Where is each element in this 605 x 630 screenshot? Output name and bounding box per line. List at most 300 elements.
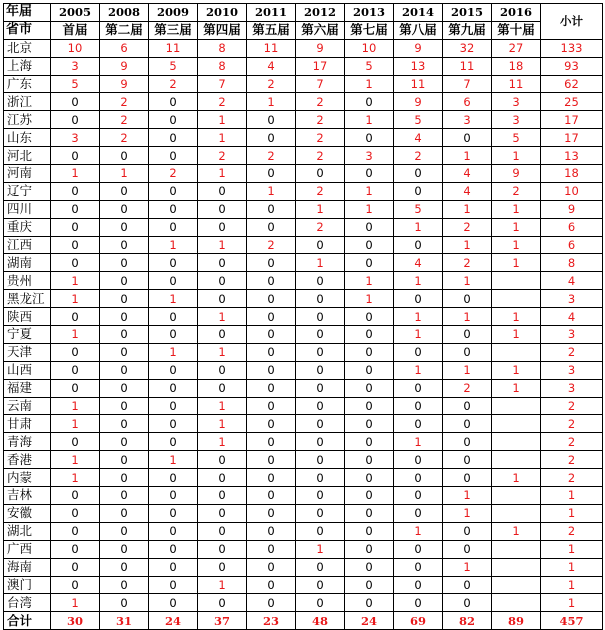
- count-cell: 1: [492, 326, 541, 344]
- province-name: 澳门: [4, 576, 51, 594]
- count-cell: 0: [149, 254, 198, 272]
- count-cell: 0: [247, 594, 296, 612]
- count-cell: 2: [296, 147, 345, 165]
- count-cell: 0: [51, 236, 100, 254]
- count-cell: 11: [247, 39, 296, 57]
- count-cell: 1: [443, 308, 492, 326]
- count-cell: [492, 433, 541, 451]
- count-cell: 11: [492, 75, 541, 93]
- total-cell: 30: [51, 612, 100, 630]
- count-cell: 1: [443, 558, 492, 576]
- count-cell: 0: [51, 522, 100, 540]
- count-cell: 1: [149, 236, 198, 254]
- table-row: [4, 451, 603, 469]
- subtotal-cell: 2: [541, 451, 603, 469]
- table-row: [4, 343, 603, 361]
- year-header: 2008: [100, 4, 149, 22]
- count-cell: 0: [296, 272, 345, 290]
- table-row: [4, 522, 603, 540]
- count-cell: 3: [51, 129, 100, 147]
- table-row: [4, 290, 603, 308]
- count-cell: 0: [198, 254, 247, 272]
- count-cell: 0: [100, 147, 149, 165]
- count-cell: 1: [51, 451, 100, 469]
- subtotal-cell: 62: [541, 75, 603, 93]
- totals-label: 合计: [4, 612, 51, 630]
- count-cell: 0: [296, 433, 345, 451]
- corner-label-top: 年届: [4, 4, 51, 22]
- subtotal-cell: 2: [541, 469, 603, 487]
- count-cell: 0: [296, 451, 345, 469]
- count-cell: 0: [149, 594, 198, 612]
- count-cell: 0: [247, 326, 296, 344]
- count-cell: 0: [51, 254, 100, 272]
- count-cell: 2: [296, 182, 345, 200]
- count-cell: 0: [198, 522, 247, 540]
- count-cell: 0: [345, 326, 394, 344]
- subtotal-cell: 1: [541, 594, 603, 612]
- table-row: [4, 254, 603, 272]
- year-header: 2009: [149, 4, 198, 22]
- count-cell: 0: [247, 558, 296, 576]
- table-row: [4, 361, 603, 379]
- subtotal-cell: 17: [541, 129, 603, 147]
- count-cell: 0: [247, 111, 296, 129]
- subtotal-cell: 17: [541, 111, 603, 129]
- table-row: [4, 75, 603, 93]
- count-cell: 0: [247, 379, 296, 397]
- count-cell: 0: [51, 147, 100, 165]
- count-cell: 1: [198, 308, 247, 326]
- count-cell: 0: [100, 594, 149, 612]
- count-cell: 0: [149, 504, 198, 522]
- total-cell: 37: [198, 612, 247, 630]
- table-row: [4, 147, 603, 165]
- count-cell: 0: [394, 379, 443, 397]
- count-cell: 0: [345, 236, 394, 254]
- count-cell: 1: [443, 200, 492, 218]
- count-cell: 1: [443, 504, 492, 522]
- count-cell: 10: [345, 39, 394, 57]
- count-cell: 0: [149, 272, 198, 290]
- count-cell: 0: [296, 576, 345, 594]
- count-cell: 1: [443, 147, 492, 165]
- count-cell: 0: [198, 290, 247, 308]
- count-cell: 2: [198, 147, 247, 165]
- count-cell: 1: [51, 415, 100, 433]
- count-cell: 0: [198, 272, 247, 290]
- count-cell: 0: [100, 182, 149, 200]
- province-name: 山东: [4, 129, 51, 147]
- count-cell: [492, 451, 541, 469]
- count-cell: 0: [247, 540, 296, 558]
- count-cell: 0: [100, 522, 149, 540]
- count-cell: 0: [345, 129, 394, 147]
- count-cell: 0: [247, 254, 296, 272]
- count-cell: 2: [247, 147, 296, 165]
- count-cell: 13: [394, 57, 443, 75]
- table-row: [4, 272, 603, 290]
- province-name: 安徽: [4, 504, 51, 522]
- subtotal-cell: 1: [541, 576, 603, 594]
- province-name: 四川: [4, 200, 51, 218]
- count-cell: 1: [51, 290, 100, 308]
- count-cell: 0: [51, 93, 100, 111]
- count-cell: 1: [345, 200, 394, 218]
- count-cell: 2: [443, 379, 492, 397]
- subtotal-cell: 4: [541, 272, 603, 290]
- count-cell: 0: [198, 218, 247, 236]
- count-cell: 1: [247, 182, 296, 200]
- province-name: 黑龙江: [4, 290, 51, 308]
- count-cell: 0: [247, 504, 296, 522]
- count-cell: 0: [345, 433, 394, 451]
- count-cell: 0: [394, 290, 443, 308]
- subtotal-cell: 1: [541, 558, 603, 576]
- count-cell: 11: [394, 75, 443, 93]
- count-cell: 0: [149, 558, 198, 576]
- count-cell: 0: [100, 451, 149, 469]
- table-row: [4, 558, 603, 576]
- table-row: [4, 576, 603, 594]
- table-row: [4, 469, 603, 487]
- count-cell: 0: [443, 433, 492, 451]
- count-cell: 0: [247, 218, 296, 236]
- count-cell: 1: [443, 272, 492, 290]
- province-name: 陕西: [4, 308, 51, 326]
- count-cell: 0: [443, 451, 492, 469]
- province-name: 广西: [4, 540, 51, 558]
- count-cell: 0: [394, 415, 443, 433]
- province-name: 福建: [4, 379, 51, 397]
- count-cell: 0: [51, 433, 100, 451]
- count-cell: 0: [100, 290, 149, 308]
- count-cell: 9: [394, 93, 443, 111]
- count-cell: 1: [394, 326, 443, 344]
- count-cell: 1: [492, 200, 541, 218]
- subtotal-cell: 1: [541, 487, 603, 505]
- session-header: 第八届: [394, 21, 443, 39]
- count-cell: 5: [51, 75, 100, 93]
- count-cell: 0: [247, 397, 296, 415]
- count-cell: 0: [51, 111, 100, 129]
- count-cell: 0: [345, 361, 394, 379]
- province-name: 甘肃: [4, 415, 51, 433]
- count-cell: 0: [345, 594, 394, 612]
- count-cell: 0: [247, 165, 296, 183]
- count-cell: 4: [394, 254, 443, 272]
- count-cell: 5: [345, 57, 394, 75]
- table-row: [4, 326, 603, 344]
- session-header: 第六届: [296, 21, 345, 39]
- count-cell: 6: [100, 39, 149, 57]
- count-cell: 0: [345, 218, 394, 236]
- count-cell: 0: [149, 469, 198, 487]
- count-cell: 0: [149, 361, 198, 379]
- count-cell: 2: [149, 75, 198, 93]
- count-cell: 0: [345, 397, 394, 415]
- count-cell: 0: [296, 558, 345, 576]
- count-cell: 9: [296, 39, 345, 57]
- count-cell: 0: [100, 254, 149, 272]
- count-cell: 1: [394, 272, 443, 290]
- count-cell: 0: [51, 558, 100, 576]
- count-cell: 1: [394, 433, 443, 451]
- count-cell: 0: [149, 576, 198, 594]
- subtotal-cell: 3: [541, 290, 603, 308]
- session-header: 第四届: [198, 21, 247, 39]
- count-cell: 1: [198, 397, 247, 415]
- table-row: [4, 540, 603, 558]
- count-cell: 0: [149, 129, 198, 147]
- total-cell: 24: [149, 612, 198, 630]
- province-name: 湖北: [4, 522, 51, 540]
- count-cell: 1: [492, 254, 541, 272]
- count-cell: 0: [296, 308, 345, 326]
- count-cell: 0: [345, 487, 394, 505]
- statistics-table: [3, 3, 603, 630]
- year-header: 2011: [247, 4, 296, 22]
- count-cell: 0: [198, 594, 247, 612]
- province-name: 宁夏: [4, 326, 51, 344]
- total-cell: 23: [247, 612, 296, 630]
- count-cell: 1: [345, 111, 394, 129]
- count-cell: 0: [51, 504, 100, 522]
- count-cell: [492, 487, 541, 505]
- count-cell: 0: [149, 147, 198, 165]
- count-cell: 0: [394, 487, 443, 505]
- subtotal-cell: 8: [541, 254, 603, 272]
- province-name: 内蒙: [4, 469, 51, 487]
- count-cell: 0: [247, 522, 296, 540]
- count-cell: 0: [198, 451, 247, 469]
- count-cell: 0: [149, 111, 198, 129]
- count-cell: 0: [443, 343, 492, 361]
- count-cell: 0: [100, 343, 149, 361]
- count-cell: 0: [51, 182, 100, 200]
- table-row: [4, 93, 603, 111]
- count-cell: 0: [100, 326, 149, 344]
- count-cell: 0: [296, 594, 345, 612]
- count-cell: 0: [149, 487, 198, 505]
- count-cell: 0: [345, 451, 394, 469]
- count-cell: 0: [149, 308, 198, 326]
- count-cell: 1: [198, 576, 247, 594]
- count-cell: 1: [149, 451, 198, 469]
- session-header: 第二届: [100, 21, 149, 39]
- year-header: 2014: [394, 4, 443, 22]
- province-name: 山西: [4, 361, 51, 379]
- count-cell: 1: [149, 343, 198, 361]
- count-cell: 0: [345, 522, 394, 540]
- count-cell: [492, 272, 541, 290]
- count-cell: 0: [100, 487, 149, 505]
- table-row: [4, 182, 603, 200]
- province-name: 上海: [4, 57, 51, 75]
- count-cell: 0: [51, 576, 100, 594]
- count-cell: 1: [198, 111, 247, 129]
- subtotal-cell: 9: [541, 200, 603, 218]
- count-cell: 1: [492, 308, 541, 326]
- count-cell: 27: [492, 39, 541, 57]
- count-cell: 2: [296, 218, 345, 236]
- count-cell: 2: [443, 254, 492, 272]
- count-cell: 0: [345, 93, 394, 111]
- count-cell: 0: [198, 504, 247, 522]
- table-row: [4, 39, 603, 57]
- count-cell: 0: [247, 415, 296, 433]
- grand-total-cell: 457: [541, 612, 603, 630]
- session-header: 第十届: [492, 21, 541, 39]
- count-cell: [492, 594, 541, 612]
- count-cell: 0: [345, 308, 394, 326]
- count-cell: 0: [51, 379, 100, 397]
- count-cell: 1: [198, 165, 247, 183]
- count-cell: 0: [296, 415, 345, 433]
- count-cell: 0: [100, 433, 149, 451]
- count-cell: 0: [100, 469, 149, 487]
- count-cell: 0: [394, 451, 443, 469]
- count-cell: 2: [296, 111, 345, 129]
- count-cell: 0: [149, 540, 198, 558]
- subtotal-cell: 6: [541, 218, 603, 236]
- count-cell: 0: [345, 379, 394, 397]
- count-cell: 1: [296, 540, 345, 558]
- count-cell: 5: [394, 200, 443, 218]
- count-cell: 0: [345, 469, 394, 487]
- count-cell: 0: [51, 487, 100, 505]
- table-row: [4, 218, 603, 236]
- count-cell: 0: [296, 343, 345, 361]
- count-cell: 0: [247, 361, 296, 379]
- count-cell: 0: [394, 576, 443, 594]
- count-cell: 0: [296, 469, 345, 487]
- count-cell: 0: [100, 218, 149, 236]
- count-cell: 0: [149, 433, 198, 451]
- table-body: [4, 4, 603, 630]
- province-name: 云南: [4, 397, 51, 415]
- header-row-sessions: [4, 21, 603, 39]
- year-header: 2010: [198, 4, 247, 22]
- count-cell: 0: [345, 165, 394, 183]
- count-cell: 6: [443, 93, 492, 111]
- total-cell: 82: [443, 612, 492, 630]
- count-cell: 1: [443, 361, 492, 379]
- province-name: 江苏: [4, 111, 51, 129]
- count-cell: 0: [443, 397, 492, 415]
- count-cell: 4: [394, 129, 443, 147]
- count-cell: 18: [492, 57, 541, 75]
- count-cell: 0: [443, 415, 492, 433]
- count-cell: 3: [51, 57, 100, 75]
- count-cell: 3: [492, 111, 541, 129]
- count-cell: 0: [51, 308, 100, 326]
- count-cell: 1: [51, 594, 100, 612]
- count-cell: 0: [296, 236, 345, 254]
- count-cell: 1: [198, 129, 247, 147]
- province-name: 江西: [4, 236, 51, 254]
- count-cell: 0: [296, 290, 345, 308]
- count-cell: 0: [247, 200, 296, 218]
- count-cell: 0: [51, 200, 100, 218]
- count-cell: 2: [296, 129, 345, 147]
- count-cell: 8: [198, 39, 247, 57]
- totals-row: [4, 612, 603, 630]
- count-cell: 0: [296, 522, 345, 540]
- count-cell: 1: [247, 93, 296, 111]
- count-cell: 0: [100, 379, 149, 397]
- count-cell: 11: [149, 39, 198, 57]
- province-name: 青海: [4, 433, 51, 451]
- count-cell: 0: [345, 558, 394, 576]
- count-cell: 8: [198, 57, 247, 75]
- count-cell: 0: [198, 361, 247, 379]
- count-cell: 2: [247, 236, 296, 254]
- count-cell: 1: [492, 147, 541, 165]
- count-cell: 0: [394, 558, 443, 576]
- count-cell: 7: [296, 75, 345, 93]
- count-cell: 9: [394, 39, 443, 57]
- count-cell: 0: [345, 576, 394, 594]
- subtotal-cell: 6: [541, 236, 603, 254]
- count-cell: 1: [296, 200, 345, 218]
- table-row: [4, 433, 603, 451]
- count-cell: 0: [443, 129, 492, 147]
- subtotal-cell: 10: [541, 182, 603, 200]
- count-cell: 2: [100, 111, 149, 129]
- province-name: 吉林: [4, 487, 51, 505]
- count-cell: 0: [247, 451, 296, 469]
- count-cell: 1: [443, 236, 492, 254]
- count-cell: 0: [198, 558, 247, 576]
- count-cell: 0: [198, 200, 247, 218]
- year-header: 2016: [492, 4, 541, 22]
- count-cell: 0: [149, 93, 198, 111]
- session-header: 第三届: [149, 21, 198, 39]
- subtotal-cell: 93: [541, 57, 603, 75]
- count-cell: 0: [100, 236, 149, 254]
- table-row: [4, 308, 603, 326]
- count-cell: 0: [345, 343, 394, 361]
- count-cell: 2: [394, 147, 443, 165]
- count-cell: 1: [198, 433, 247, 451]
- count-cell: 0: [247, 308, 296, 326]
- count-cell: 0: [296, 487, 345, 505]
- total-cell: 89: [492, 612, 541, 630]
- count-cell: 0: [296, 397, 345, 415]
- count-cell: [492, 576, 541, 594]
- count-cell: 1: [492, 236, 541, 254]
- count-cell: 1: [492, 361, 541, 379]
- count-cell: 0: [247, 487, 296, 505]
- corner-label-bottom: 省市: [4, 21, 51, 39]
- count-cell: 0: [100, 308, 149, 326]
- table-row: [4, 504, 603, 522]
- subtotal-cell: 3: [541, 361, 603, 379]
- count-cell: 5: [492, 129, 541, 147]
- subtotal-cell: 2: [541, 522, 603, 540]
- count-cell: 0: [443, 576, 492, 594]
- count-cell: 32: [443, 39, 492, 57]
- province-name: 台湾: [4, 594, 51, 612]
- count-cell: 3: [443, 111, 492, 129]
- count-cell: 0: [100, 200, 149, 218]
- count-cell: 0: [247, 433, 296, 451]
- count-cell: 1: [296, 254, 345, 272]
- count-cell: 0: [394, 236, 443, 254]
- count-cell: 3: [345, 147, 394, 165]
- count-cell: 0: [394, 397, 443, 415]
